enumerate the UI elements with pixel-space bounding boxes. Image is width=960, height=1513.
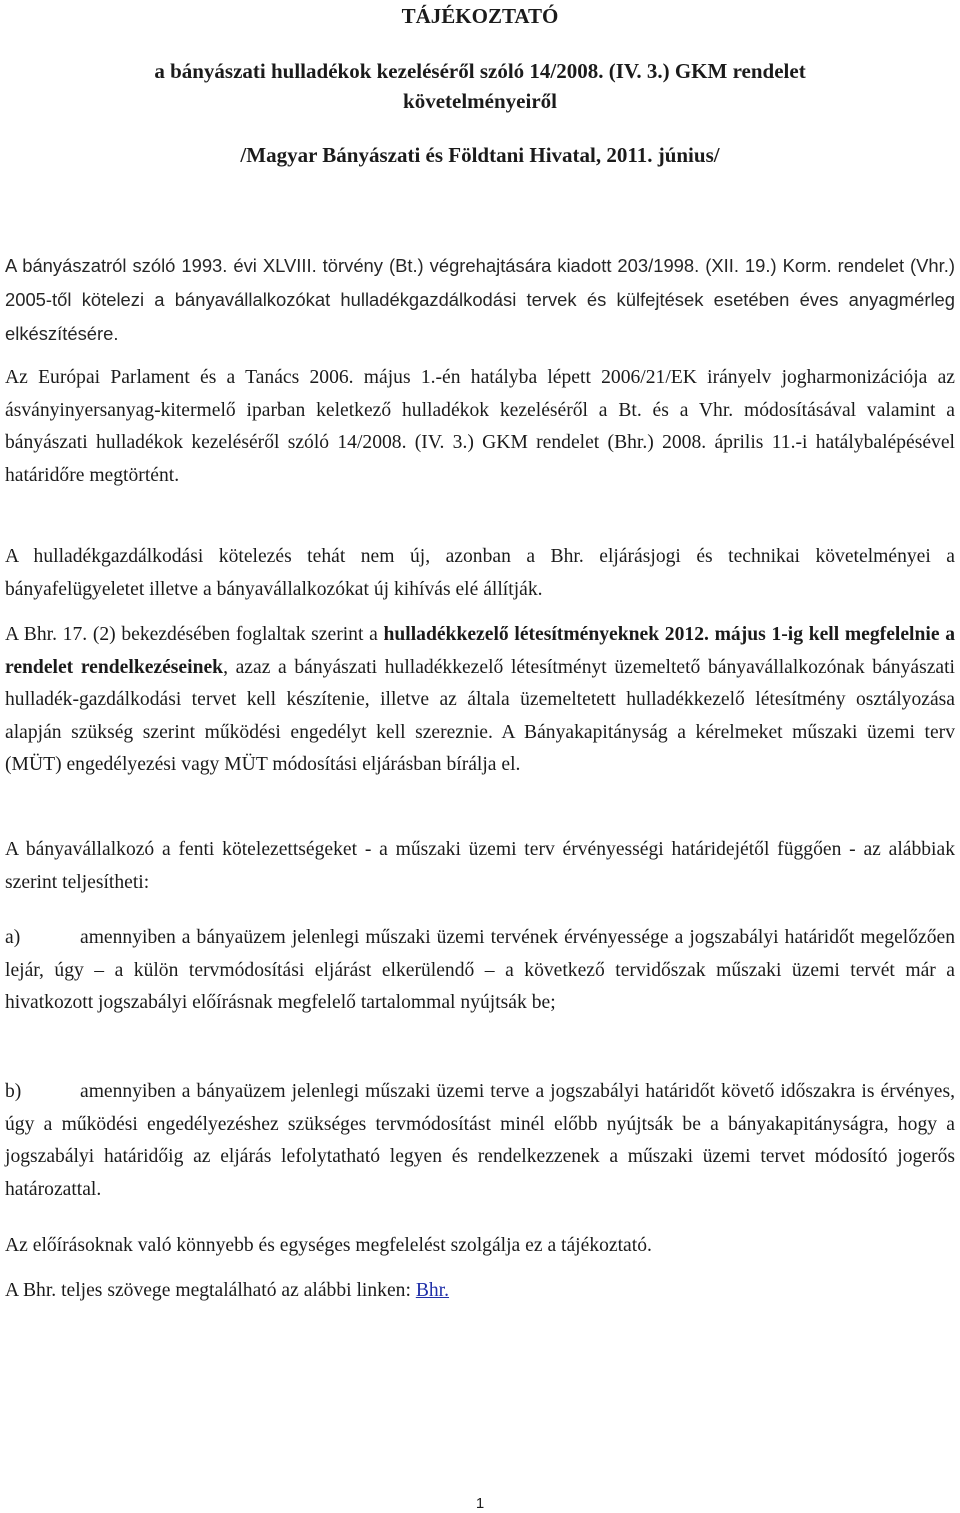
list-item-b xyxy=(5,1076,955,1206)
subtitle-line-3: /Magyar Bányászati és Földtani Hivatal, 2011. június/ xyxy=(240,143,720,167)
subtitle-line-2: követelményeiről xyxy=(403,89,557,113)
list-item-b-label: b) xyxy=(5,1081,22,1102)
bhr-17-intro: A Bhr. 17. (2) bekezdésében foglaltak szerint a xyxy=(5,624,384,645)
paragraph-purpose: Az előírásoknak való könnyebb és egységes megfelelést szolgálja ez a tájékoztató. xyxy=(5,1235,652,1256)
link-intro: A Bhr. teljes szövege megtalálható az alábbi linken: xyxy=(5,1280,416,1301)
page-number: 1 xyxy=(475,1495,485,1512)
list-item-b-text: amennyiben a bányaüzem jelenlegi műszaki üzemi terve a jogszabályi határidőt követő időszakra is érvényes, úgy a működési engedélyezéshez szükséges tervmódosítást minél előbb nyújtsák be a bányakapitányságra, hogy a jogszabályi határidőig az eljárás lefolytatható legyen és rendelkezzenek a műszaki üzemi tervet módosító jogerős határozattal. xyxy=(5,1081,955,1200)
paragraph-bt-vhr: A bányászatról szóló 1993. évi XLVIII. törvény (Bt.) végrehajtására kiadott 203/1998. (XII. 19.) Korm. rendelet (Vhr.) 2005-től kötelezi a bányavállalkozókat hulladékgazdálkodási tervek és külfejtések esetében éves anyagmérleg elkészítésére. xyxy=(5,255,955,344)
paragraph-eu-directive: Az Európai Parlament és a Tanács 2006. május 1.-én hatályba lépett 2006/21/EK irányelv jogharmonizációja az ásványinyersanyag-kitermelő iparban keletkező hulladékok kezeléséről a Bt. és a Vhr. módosításával valamint a bányászati hulladékok kezeléséről szóló 14/2008. (IV. 3.) GKM rendelet (Bhr.) 2008. április 11.-i hatálybalépésével határidőre megtörtént. xyxy=(5,367,955,486)
subtitle-gap xyxy=(0,116,960,140)
document-subtitle xyxy=(0,56,960,170)
bhr-17-deadline: hulladékkezelő létesítményeknek 2012. május 1-ig kell megfelelnie a rendelet rendelkezéseinek xyxy=(5,624,956,678)
list-item-a-text: amennyiben a bányaüzem jelenlegi műszaki üzemi tervének érvényessége a jogszabályi határidőt megelőzően lejár, úgy – a külön tervmódosítási eljárást elkerülendő – a következő tervidőszak műszaki üzemi tervét már a hivatkozott jogszabályi előírásnak megfelelő tartalommal nyújtsák be; xyxy=(5,927,955,1013)
paragraph-obligation: A hulladékgazdálkodási kötelezés tehát nem új, azonban a Bhr. eljárásjogi és technikai követelményei a bányafelügyeletet illetve a bányavállalkozókat új kihívás elé állítják. xyxy=(5,546,955,600)
paragraph-fulfillment: A bányavállalkozó a fenti kötelezettségeket - a műszaki üzemi terv érvényességi határidejétől függően - az alábbiak szerint teljesítheti: xyxy=(5,839,955,893)
paragraph-bhr-17 xyxy=(5,619,955,782)
bhr-link[interactable]: Bhr. xyxy=(415,1280,450,1301)
subtitle-line-1: a bányászati hulladékok kezeléséről szóló 14/2008. (IV. 3.) GKM rendelet xyxy=(154,59,806,83)
document-title: TÁJÉKOZTATÓ xyxy=(401,4,559,28)
bhr-17-details: , azaz a bányászati hulladékkezelő létesítményt üzemeltető bányavállalkozónak bányászati hulladék-gazdálkodási tervet kell készítenie, illetve az általa üzemeltetett hulladékkezelő létesítmény osztályozása alapján szükség szerint működési engedélyt kell szereznie. A Bányakapitányság a kérelmeket műszaki üzemi terv (MÜT) engedélyezési vagy MÜT módosítási eljárásban bírálja el. xyxy=(5,656,955,775)
list-item-a xyxy=(5,922,955,1020)
paragraph-link xyxy=(5,1275,955,1308)
list-item-a-label: a) xyxy=(5,927,21,948)
